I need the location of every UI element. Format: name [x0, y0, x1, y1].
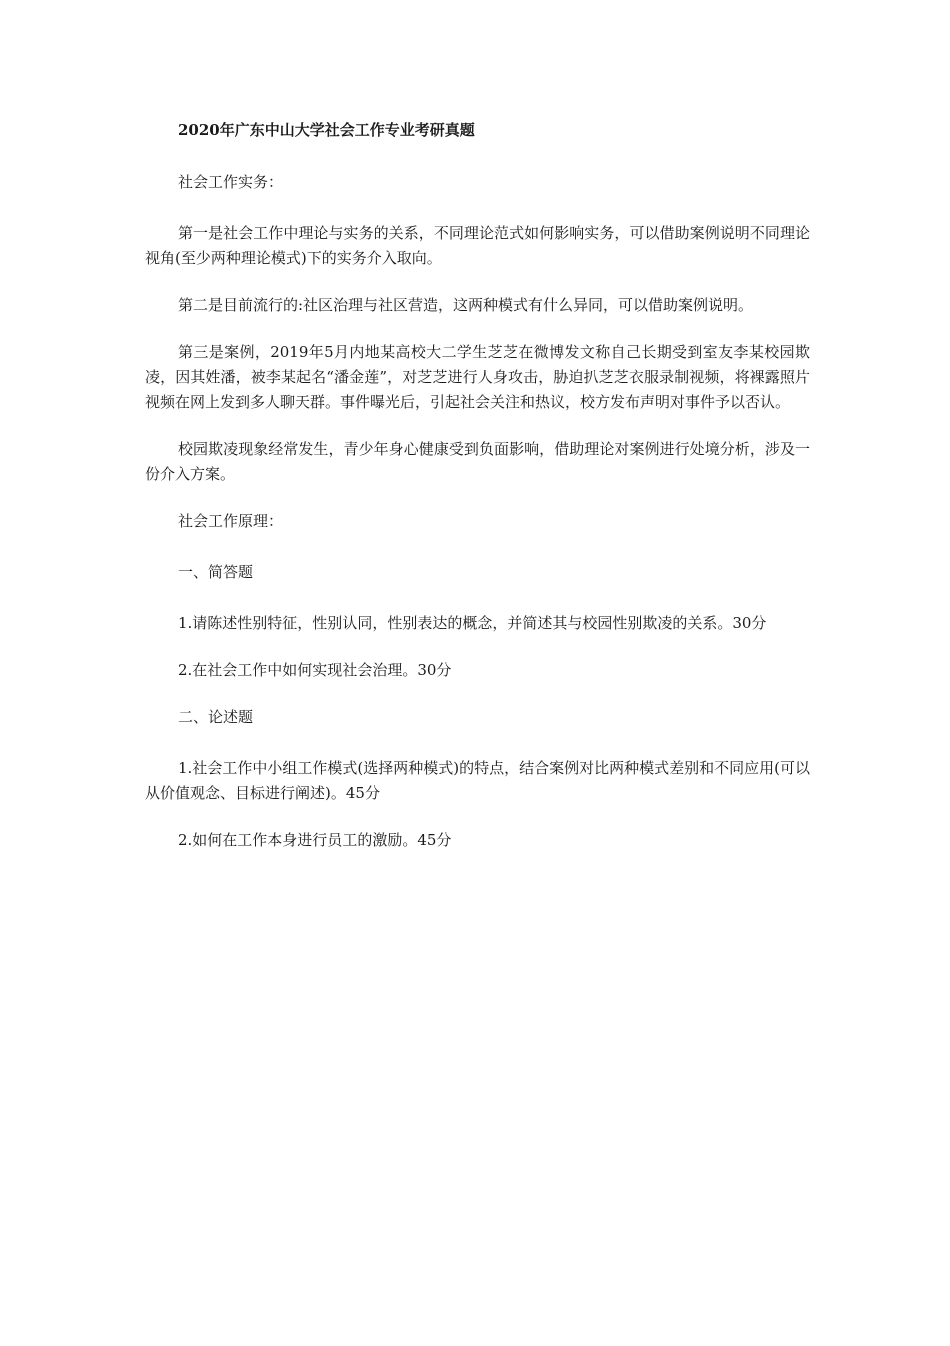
part-heading-short-answer: 一、简答题	[178, 563, 254, 581]
practice-question-2: 第二是目前流行的:社区治理与社区营造，这两种模式有什么异同，可以借助案例说明。	[178, 296, 754, 314]
short-answer-question-2: 2.在社会工作中如何实现社会治理。30分	[178, 661, 452, 679]
part-heading-essay: 二、论述题	[178, 708, 254, 726]
section-heading-principles: 社会工作原理：	[178, 512, 284, 530]
practice-question-3-task: 校园欺凌现象经常发生，青少年身心健康受到负面影响，借助理论对案例进行处境分析，涉及一份介入方案。	[145, 440, 810, 483]
section-heading-practice: 社会工作实务：	[178, 173, 284, 191]
document-body	[145, 118, 810, 875]
short-answer-question-1: 1.请陈述性别特征，性别认同，性别表达的概念，并简述其与校园性别欺凌的关系。30分	[178, 614, 767, 632]
essay-question-1: 1.社会工作中小组工作模式(选择两种模式)的特点，结合案例对比两种模式差别和不同应用(可以从价值观念、目标进行阐述)。45分	[145, 759, 810, 802]
document-title: 2020年广东中山大学社会工作专业考研真题	[178, 121, 475, 139]
practice-question-1: 第一是社会工作中理论与实务的关系，不同理论范式如何影响实务，可以借助案例说明不同理论视角(至少两种理论模式)下的实务介入取向。	[145, 224, 810, 267]
essay-question-2: 2.如何在工作本身进行员工的激励。45分	[178, 831, 452, 849]
practice-question-3-case: 第三是案例，2019年5月内地某高校大二学生芝芝在微博发文称自己长期受到室友李某校园欺凌，因其姓潘，被李某起名“潘金莲”，对芝芝进行人身攻击，胁迫扒芝芝衣服录制视频，将裸露照片视频在网上发到多人聊天群。事件曝光后，引起社会关注和热议，校方发布声明对事件予以否认。	[145, 343, 810, 411]
